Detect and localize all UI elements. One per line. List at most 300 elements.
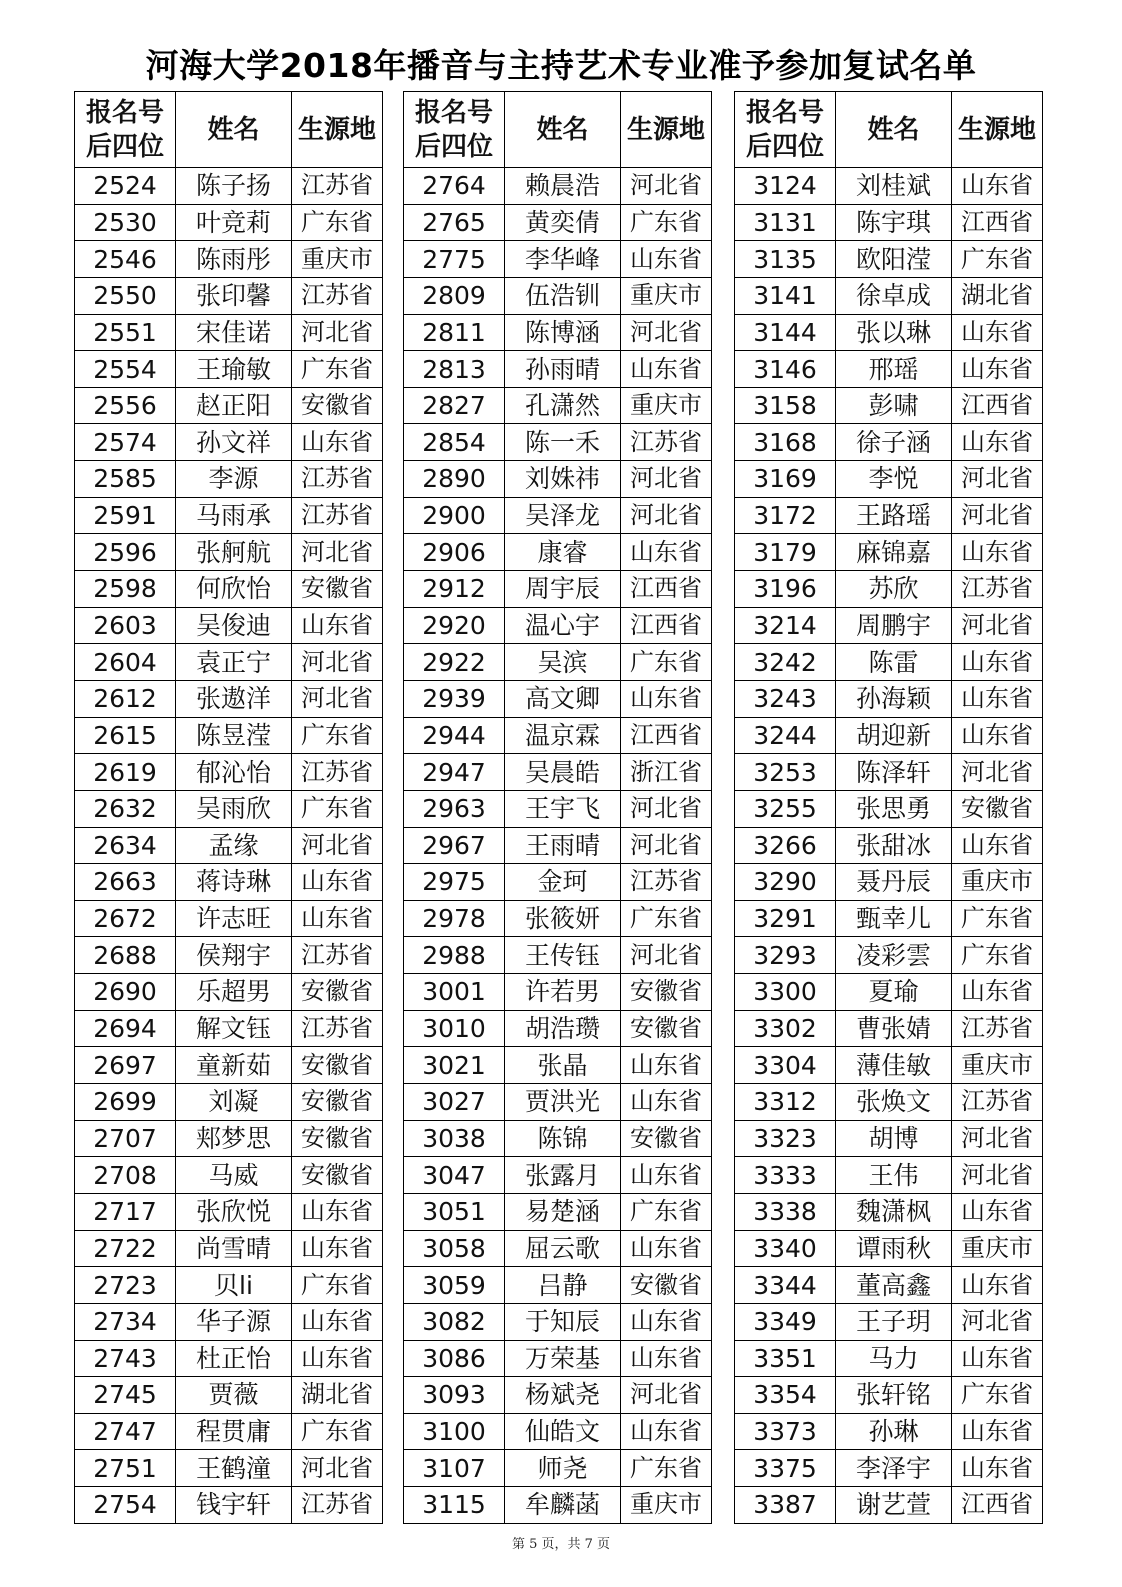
cell-origin: 河北省 xyxy=(952,1303,1043,1340)
table-row xyxy=(735,1120,1043,1157)
cell-name: 贾薇 xyxy=(176,1377,292,1414)
cell-name: 叶竞莉 xyxy=(176,204,292,241)
table-row xyxy=(735,1157,1043,1194)
cell-origin: 江苏省 xyxy=(292,754,383,791)
cell-name: 孔潇然 xyxy=(505,387,621,424)
cell-origin: 山东省 xyxy=(621,1230,712,1267)
table-row xyxy=(404,900,712,937)
cell-origin: 江苏省 xyxy=(621,424,712,461)
cell-name: 董高鑫 xyxy=(836,1267,952,1304)
table-row xyxy=(75,1157,383,1194)
cell-name: 胡博 xyxy=(836,1120,952,1157)
cell-name: 夏瑜 xyxy=(836,974,952,1011)
table-row xyxy=(404,680,712,717)
cell-registration-id: 2551 xyxy=(75,314,176,351)
cell-origin: 山东省 xyxy=(952,1340,1043,1377)
cell-name: 聂丹辰 xyxy=(836,864,952,901)
cell-registration-id: 2906 xyxy=(404,534,505,571)
cell-registration-id: 3302 xyxy=(735,1010,836,1047)
cell-registration-id: 3255 xyxy=(735,790,836,827)
cell-origin: 河北省 xyxy=(621,1377,712,1414)
cell-registration-id: 3027 xyxy=(404,1084,505,1121)
cell-registration-id: 3141 xyxy=(735,277,836,314)
table-row xyxy=(75,314,383,351)
cell-name: 刘凝 xyxy=(176,1084,292,1121)
cell-name: 王伟 xyxy=(836,1157,952,1194)
cell-name: 李泽宇 xyxy=(836,1450,952,1487)
table-row xyxy=(404,607,712,644)
cell-origin: 广东省 xyxy=(952,937,1043,974)
table-row xyxy=(404,241,712,278)
cell-origin: 江苏省 xyxy=(292,937,383,974)
cell-name: 陈子扬 xyxy=(176,168,292,205)
cell-name: 张露月 xyxy=(505,1157,621,1194)
cell-origin: 河北省 xyxy=(952,1157,1043,1194)
cell-origin: 江西省 xyxy=(952,1487,1043,1524)
cell-name: 周鹏宇 xyxy=(836,607,952,644)
cell-origin: 山东省 xyxy=(952,351,1043,388)
cell-name: 张印馨 xyxy=(176,277,292,314)
table-row xyxy=(735,1303,1043,1340)
table-row xyxy=(404,1487,712,1524)
cell-registration-id: 3300 xyxy=(735,974,836,1011)
table-row xyxy=(404,387,712,424)
cell-registration-id: 3124 xyxy=(735,168,836,205)
cell-name: 于知辰 xyxy=(505,1303,621,1340)
cell-registration-id: 3158 xyxy=(735,387,836,424)
cell-name: 贝li xyxy=(176,1267,292,1304)
table-row xyxy=(404,461,712,498)
cell-name: 陈一禾 xyxy=(505,424,621,461)
cell-origin: 山东省 xyxy=(292,1193,383,1230)
cell-name: 胡迎新 xyxy=(836,717,952,754)
cell-registration-id: 3312 xyxy=(735,1084,836,1121)
table-row xyxy=(735,424,1043,461)
table-row xyxy=(75,900,383,937)
cell-registration-id: 2634 xyxy=(75,827,176,864)
cell-name: 吴滨 xyxy=(505,644,621,681)
cell-origin: 江苏省 xyxy=(292,168,383,205)
table-row xyxy=(735,204,1043,241)
cell-registration-id: 2775 xyxy=(404,241,505,278)
table-row xyxy=(735,277,1043,314)
table-row xyxy=(75,1267,383,1304)
candidate-table-3 xyxy=(734,91,1043,1524)
cell-registration-id: 2988 xyxy=(404,937,505,974)
cell-name: 陈雷 xyxy=(836,644,952,681)
cell-registration-id: 2596 xyxy=(75,534,176,571)
cell-name: 孙琳 xyxy=(836,1413,952,1450)
cell-name: 曹张婧 xyxy=(836,1010,952,1047)
table-row xyxy=(404,1047,712,1084)
cell-registration-id: 3344 xyxy=(735,1267,836,1304)
table-row xyxy=(75,717,383,754)
cell-name: 乐超男 xyxy=(176,974,292,1011)
cell-registration-id: 2813 xyxy=(404,351,505,388)
header-id-line1: 报名号 xyxy=(414,97,493,128)
cell-name: 王传钰 xyxy=(505,937,621,974)
cell-registration-id: 3338 xyxy=(735,1193,836,1230)
table-row xyxy=(75,204,383,241)
header-registration-id xyxy=(404,92,505,168)
cell-origin: 山东省 xyxy=(621,1413,712,1450)
table-row xyxy=(404,1450,712,1487)
cell-origin: 山东省 xyxy=(292,424,383,461)
table-row xyxy=(75,1303,383,1340)
cell-origin: 安徽省 xyxy=(292,387,383,424)
header-row xyxy=(75,92,383,168)
cell-name: 万荣基 xyxy=(505,1340,621,1377)
table-row xyxy=(404,827,712,864)
cell-origin: 山东省 xyxy=(952,424,1043,461)
cell-name: 陈昱滢 xyxy=(176,717,292,754)
cell-origin: 江西省 xyxy=(952,387,1043,424)
cell-registration-id: 2591 xyxy=(75,497,176,534)
cell-registration-id: 2554 xyxy=(75,351,176,388)
cell-registration-id: 3323 xyxy=(735,1120,836,1157)
cell-name: 胡浩瓒 xyxy=(505,1010,621,1047)
cell-origin: 山东省 xyxy=(952,974,1043,1011)
cell-registration-id: 3082 xyxy=(404,1303,505,1340)
cell-origin: 河北省 xyxy=(292,644,383,681)
header-row xyxy=(404,92,712,168)
cell-origin: 河北省 xyxy=(292,680,383,717)
cell-registration-id: 2809 xyxy=(404,277,505,314)
cell-origin: 湖北省 xyxy=(292,1377,383,1414)
cell-registration-id: 3144 xyxy=(735,314,836,351)
cell-registration-id: 2574 xyxy=(75,424,176,461)
table-row xyxy=(735,607,1043,644)
table-row xyxy=(404,168,712,205)
cell-registration-id: 2722 xyxy=(75,1230,176,1267)
cell-name: 欧阳滢 xyxy=(836,241,952,278)
table-row xyxy=(404,424,712,461)
cell-registration-id: 2585 xyxy=(75,461,176,498)
cell-origin: 山东省 xyxy=(621,351,712,388)
table-row xyxy=(404,1377,712,1414)
cell-registration-id: 3373 xyxy=(735,1413,836,1450)
cell-name: 陈博涵 xyxy=(505,314,621,351)
table-row xyxy=(735,937,1043,974)
table-row xyxy=(75,1413,383,1450)
cell-name: 彭啸 xyxy=(836,387,952,424)
cell-origin: 安徽省 xyxy=(621,1267,712,1304)
cell-origin: 河北省 xyxy=(292,534,383,571)
cell-origin: 重庆市 xyxy=(952,1047,1043,1084)
header-row xyxy=(735,92,1043,168)
cell-name: 王路瑶 xyxy=(836,497,952,534)
cell-name: 张筱妍 xyxy=(505,900,621,937)
candidate-table-2 xyxy=(403,91,712,1524)
cell-origin: 江苏省 xyxy=(292,277,383,314)
cell-registration-id: 2717 xyxy=(75,1193,176,1230)
table-row xyxy=(75,1010,383,1047)
candidate-table-1 xyxy=(74,91,383,1524)
table-row xyxy=(75,1047,383,1084)
table-row xyxy=(75,864,383,901)
cell-registration-id: 2603 xyxy=(75,607,176,644)
cell-name: 侯翔宇 xyxy=(176,937,292,974)
cell-name: 张轩铭 xyxy=(836,1377,952,1414)
cell-origin: 广东省 xyxy=(952,900,1043,937)
cell-name: 孙雨晴 xyxy=(505,351,621,388)
cell-name: 麻锦嘉 xyxy=(836,534,952,571)
table-row xyxy=(735,351,1043,388)
table-row xyxy=(75,1084,383,1121)
cell-name: 牟麟菡 xyxy=(505,1487,621,1524)
cell-name: 马雨承 xyxy=(176,497,292,534)
cell-name: 刘桂斌 xyxy=(836,168,952,205)
cell-registration-id: 2723 xyxy=(75,1267,176,1304)
table-row xyxy=(735,864,1043,901)
cell-name: 张焕文 xyxy=(836,1084,952,1121)
cell-name: 王瑜敏 xyxy=(176,351,292,388)
cell-origin: 广东省 xyxy=(621,900,712,937)
cell-registration-id: 3293 xyxy=(735,937,836,974)
table-row xyxy=(75,607,383,644)
cell-registration-id: 2546 xyxy=(75,241,176,278)
table-row xyxy=(75,1193,383,1230)
cell-origin: 安徽省 xyxy=(292,1047,383,1084)
table-row xyxy=(75,1450,383,1487)
cell-origin: 安徽省 xyxy=(952,790,1043,827)
table-row xyxy=(404,974,712,1011)
table-row xyxy=(75,974,383,1011)
cell-registration-id: 3058 xyxy=(404,1230,505,1267)
page-footer: 第 5 页，共 7 页 xyxy=(511,1537,611,1552)
table-row xyxy=(735,900,1043,937)
cell-registration-id: 3179 xyxy=(735,534,836,571)
cell-registration-id: 3010 xyxy=(404,1010,505,1047)
cell-registration-id: 2920 xyxy=(404,607,505,644)
table-row xyxy=(735,387,1043,424)
cell-origin: 山东省 xyxy=(952,1450,1043,1487)
cell-origin: 河北省 xyxy=(292,827,383,864)
cell-name: 李源 xyxy=(176,461,292,498)
cell-name: 吕静 xyxy=(505,1267,621,1304)
cell-registration-id: 2663 xyxy=(75,864,176,901)
table-row xyxy=(404,1413,712,1450)
cell-name: 陈雨彤 xyxy=(176,241,292,278)
cell-name: 甄幸儿 xyxy=(836,900,952,937)
cell-origin: 河北省 xyxy=(621,168,712,205)
table-row xyxy=(75,644,383,681)
cell-name: 许志旺 xyxy=(176,900,292,937)
table-row xyxy=(75,424,383,461)
cell-registration-id: 2690 xyxy=(75,974,176,1011)
cell-origin: 山东省 xyxy=(952,534,1043,571)
cell-registration-id: 2707 xyxy=(75,1120,176,1157)
table-row xyxy=(735,241,1043,278)
table-row xyxy=(404,644,712,681)
cell-origin: 河北省 xyxy=(621,497,712,534)
cell-origin: 河北省 xyxy=(952,497,1043,534)
cell-origin: 河北省 xyxy=(292,1450,383,1487)
table-row xyxy=(735,644,1043,681)
cell-registration-id: 3168 xyxy=(735,424,836,461)
cell-registration-id: 2947 xyxy=(404,754,505,791)
cell-name: 孙文祥 xyxy=(176,424,292,461)
cell-registration-id: 2978 xyxy=(404,900,505,937)
cell-name: 杨斌尧 xyxy=(505,1377,621,1414)
cell-origin: 山东省 xyxy=(952,644,1043,681)
cell-name: 孙海颖 xyxy=(836,680,952,717)
cell-name: 苏欣 xyxy=(836,571,952,608)
cell-name: 谭雨秋 xyxy=(836,1230,952,1267)
table-row xyxy=(735,790,1043,827)
cell-origin: 江苏省 xyxy=(952,571,1043,608)
header-name: 姓名 xyxy=(176,92,292,168)
table-row xyxy=(404,864,712,901)
cell-origin: 广东省 xyxy=(292,717,383,754)
header-name: 姓名 xyxy=(505,92,621,168)
cell-name: 张晶 xyxy=(505,1047,621,1084)
table-row xyxy=(735,314,1043,351)
cell-name: 尚雪晴 xyxy=(176,1230,292,1267)
cell-registration-id: 2765 xyxy=(404,204,505,241)
cell-registration-id: 2854 xyxy=(404,424,505,461)
cell-name: 赖晨浩 xyxy=(505,168,621,205)
cell-registration-id: 3304 xyxy=(735,1047,836,1084)
cell-name: 钱宇轩 xyxy=(176,1487,292,1524)
cell-name: 郁沁怡 xyxy=(176,754,292,791)
cell-registration-id: 3100 xyxy=(404,1413,505,1450)
header-id-line2: 后四位 xyxy=(85,131,164,162)
table-row xyxy=(404,277,712,314)
cell-origin: 广东省 xyxy=(952,1377,1043,1414)
table-row xyxy=(75,497,383,534)
cell-name: 伍浩钏 xyxy=(505,277,621,314)
cell-name: 温京霖 xyxy=(505,717,621,754)
cell-registration-id: 3001 xyxy=(404,974,505,1011)
cell-registration-id: 2694 xyxy=(75,1010,176,1047)
cell-origin: 河北省 xyxy=(621,827,712,864)
cell-name: 张思勇 xyxy=(836,790,952,827)
cell-origin: 安徽省 xyxy=(292,974,383,1011)
cell-registration-id: 3290 xyxy=(735,864,836,901)
cell-origin: 河北省 xyxy=(952,461,1043,498)
cell-origin: 山东省 xyxy=(952,717,1043,754)
table-row xyxy=(404,1157,712,1194)
cell-origin: 山东省 xyxy=(292,1340,383,1377)
cell-name: 童新茹 xyxy=(176,1047,292,1084)
table-row xyxy=(735,461,1043,498)
cell-name: 康睿 xyxy=(505,534,621,571)
cell-name: 周宇辰 xyxy=(505,571,621,608)
cell-origin: 山东省 xyxy=(292,864,383,901)
cell-origin: 江苏省 xyxy=(952,1084,1043,1121)
cell-registration-id: 3115 xyxy=(404,1487,505,1524)
cell-registration-id: 2967 xyxy=(404,827,505,864)
cell-name: 王雨晴 xyxy=(505,827,621,864)
table-row xyxy=(404,1230,712,1267)
cell-name: 吴俊迪 xyxy=(176,607,292,644)
cell-origin: 广东省 xyxy=(621,1193,712,1230)
cell-name: 魏潇枫 xyxy=(836,1193,952,1230)
cell-registration-id: 2890 xyxy=(404,461,505,498)
cell-name: 孟缘 xyxy=(176,827,292,864)
table-row xyxy=(75,387,383,424)
cell-registration-id: 3253 xyxy=(735,754,836,791)
table-row xyxy=(75,1230,383,1267)
cell-registration-id: 3291 xyxy=(735,900,836,937)
cell-name: 张遨洋 xyxy=(176,680,292,717)
table-row xyxy=(735,1340,1043,1377)
table-row xyxy=(75,754,383,791)
cell-origin: 江苏省 xyxy=(621,864,712,901)
cell-origin: 河北省 xyxy=(292,314,383,351)
table-row xyxy=(75,241,383,278)
cell-registration-id: 3243 xyxy=(735,680,836,717)
cell-origin: 广东省 xyxy=(292,790,383,827)
cell-registration-id: 3349 xyxy=(735,1303,836,1340)
cell-name: 仙皓文 xyxy=(505,1413,621,1450)
cell-registration-id: 2632 xyxy=(75,790,176,827)
table-row xyxy=(404,351,712,388)
cell-origin: 安徽省 xyxy=(292,571,383,608)
cell-origin: 广东省 xyxy=(292,1267,383,1304)
cell-origin: 安徽省 xyxy=(292,1120,383,1157)
cell-origin: 安徽省 xyxy=(621,1120,712,1157)
cell-origin: 江苏省 xyxy=(292,1010,383,1047)
cell-origin: 江西省 xyxy=(621,607,712,644)
cell-name: 吴雨欣 xyxy=(176,790,292,827)
table-row xyxy=(735,1450,1043,1487)
cell-registration-id: 2754 xyxy=(75,1487,176,1524)
cell-name: 杜正怡 xyxy=(176,1340,292,1377)
header-name: 姓名 xyxy=(836,92,952,168)
cell-registration-id: 2900 xyxy=(404,497,505,534)
cell-registration-id: 2612 xyxy=(75,680,176,717)
cell-registration-id: 2550 xyxy=(75,277,176,314)
cell-registration-id: 3059 xyxy=(404,1267,505,1304)
cell-origin: 山东省 xyxy=(952,314,1043,351)
cell-registration-id: 3021 xyxy=(404,1047,505,1084)
cell-registration-id: 3196 xyxy=(735,571,836,608)
cell-registration-id: 2747 xyxy=(75,1413,176,1450)
cell-registration-id: 2743 xyxy=(75,1340,176,1377)
table-row xyxy=(75,680,383,717)
cell-origin: 安徽省 xyxy=(292,1157,383,1194)
cell-name: 黄奕倩 xyxy=(505,204,621,241)
cell-origin: 山东省 xyxy=(952,168,1043,205)
cell-name: 吴泽龙 xyxy=(505,497,621,534)
cell-name: 刘姝祎 xyxy=(505,461,621,498)
page-title: 河海大学2018年播音与主持艺术专业准予参加复试名单 xyxy=(145,46,977,85)
cell-registration-id: 3242 xyxy=(735,644,836,681)
table-row xyxy=(404,1120,712,1157)
cell-name: 解文钰 xyxy=(176,1010,292,1047)
cell-name: 高文卿 xyxy=(505,680,621,717)
cell-registration-id: 3169 xyxy=(735,461,836,498)
table-row xyxy=(404,571,712,608)
table-row xyxy=(735,1193,1043,1230)
cell-origin: 江苏省 xyxy=(952,1010,1043,1047)
table-row xyxy=(404,1303,712,1340)
cell-origin: 广东省 xyxy=(292,204,383,241)
cell-registration-id: 3047 xyxy=(404,1157,505,1194)
cell-origin: 山东省 xyxy=(292,607,383,644)
cell-registration-id: 2745 xyxy=(75,1377,176,1414)
cell-registration-id: 2556 xyxy=(75,387,176,424)
cell-origin: 山东省 xyxy=(621,1157,712,1194)
cell-name: 师尧 xyxy=(505,1450,621,1487)
cell-origin: 山东省 xyxy=(621,534,712,571)
cell-origin: 河北省 xyxy=(621,314,712,351)
cell-origin: 湖北省 xyxy=(952,277,1043,314)
table-row xyxy=(735,754,1043,791)
cell-registration-id: 3340 xyxy=(735,1230,836,1267)
